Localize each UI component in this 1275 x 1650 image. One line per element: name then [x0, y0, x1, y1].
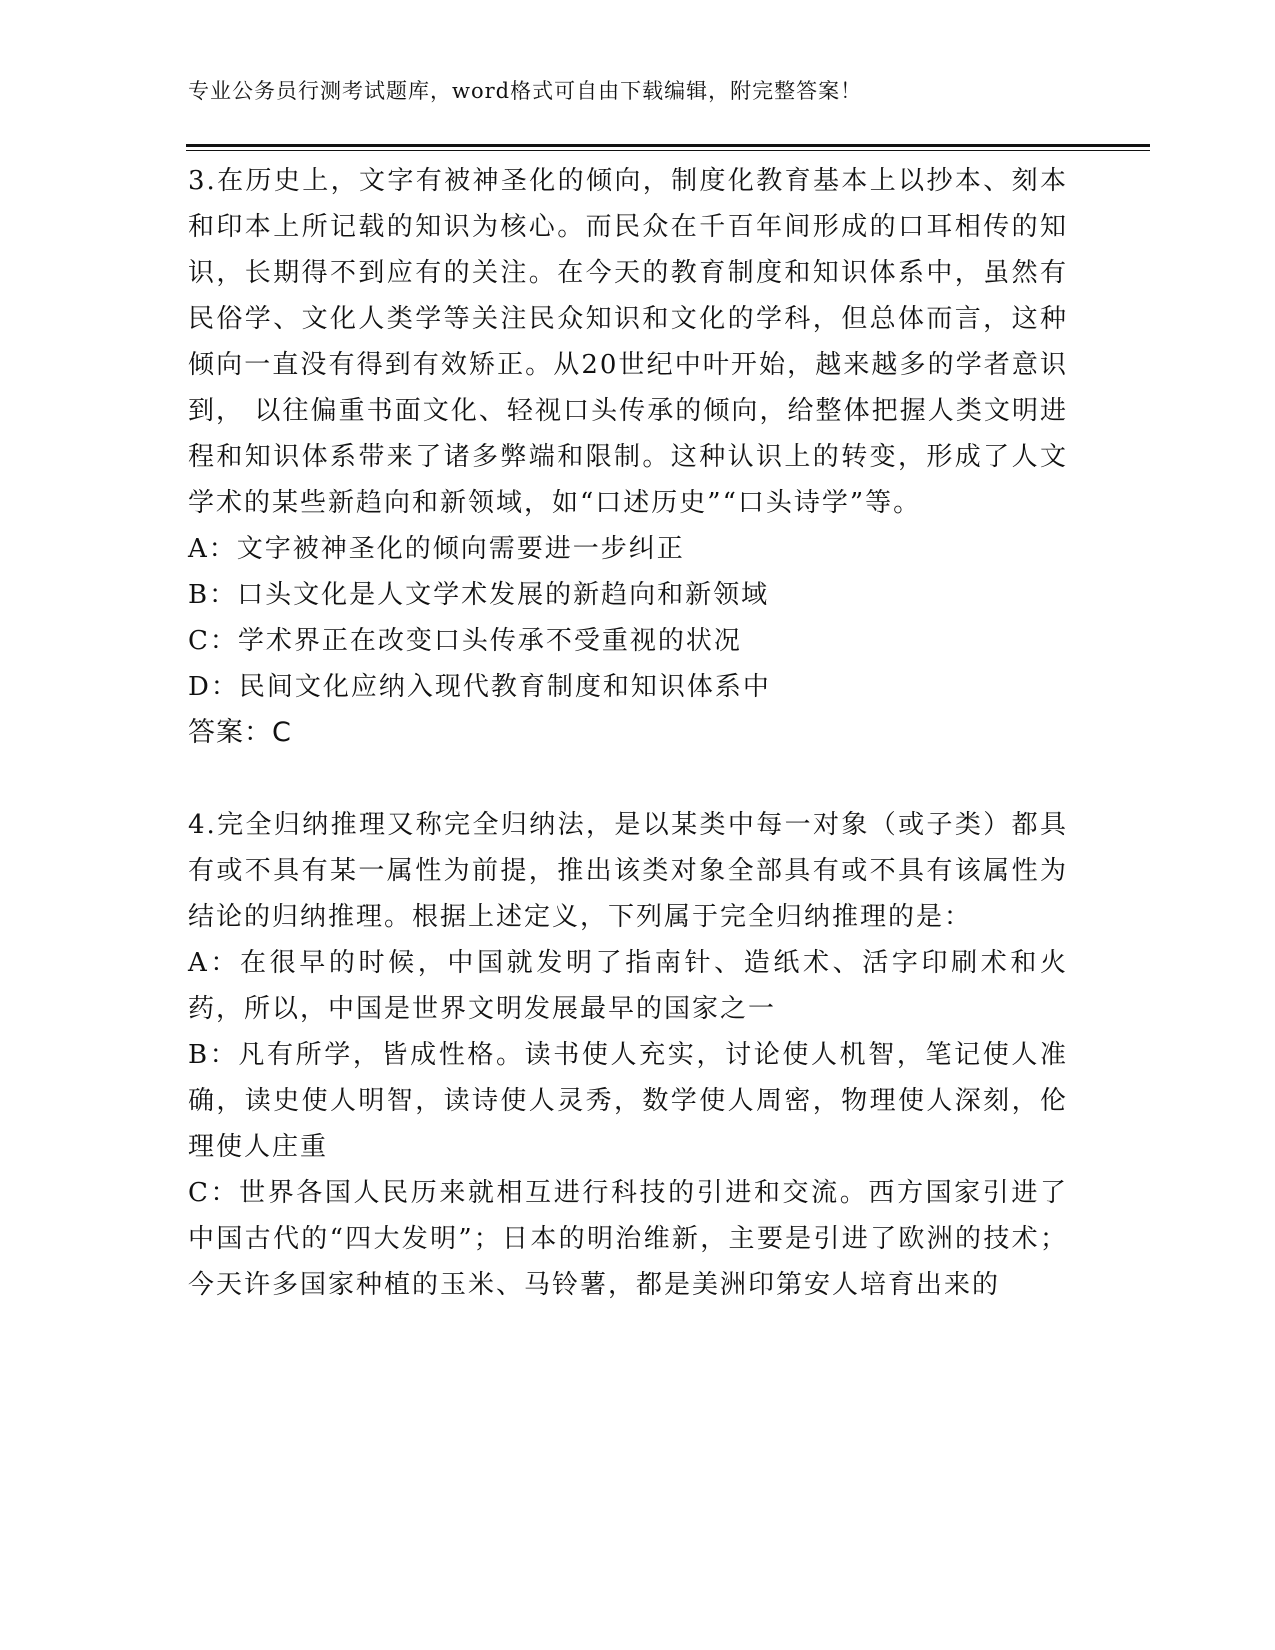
option-b: B：凡有所学，皆成性格。读书使人充实，讨论使人机智，笔记使人准确，读史使人明智，读诗使人灵秀，数学使人周密，物理使人深刻，伦理使人庄重: [188, 1040, 1068, 1162]
document-body: [188, 158, 1068, 1308]
option-a: A：在很早的时候，中国就发明了指南针、造纸术、活字印刷术和火药，所以，中国是世界文明发展最早的国家之一: [188, 948, 1068, 1024]
header-rule-thin: [186, 150, 1150, 151]
question-stem: 3.在历史上，文字有被神圣化的倾向，制度化教育基本上以抄本、刻本和印本上所记载的知识为核心。而民众在千百年间形成的口耳相传的知识，长期得不到应有的关注。在今天的教育制度和知识体系中，虽然有民俗学、文化人类学等关注民众知识和文化的学科，但总体而言，这种倾向一直没有得到有效矫正。从20世纪中叶开始，越来越多的学者意识到， 以往偏重书面文化、轻视口头传承的倾向，给整体把握人类文明进程和知识体系带来了诸多弊端和限制。这种认识上的转变，形成了人文学术的某些新趋向和新领域，如“口述历史”“口头诗学”等。: [188, 166, 1068, 518]
answer-line: 答案：C: [188, 717, 292, 748]
question-3: [188, 158, 1068, 756]
option-c: C：世界各国人民历来就相互进行科技的引进和交流。西方国家引进了中国古代的“四大发明”；日本的明治维新，主要是引进了欧洲的技术；今天许多国家种植的玉米、马铃薯，都是美洲印第安人培育出来的: [188, 1178, 1068, 1300]
question-stem: 4.完全归纳推理又称完全归纳法，是以某类中每一对象（或子类）都具有或不具有某一属性为前提，推出该类对象全部具有或不具有该属性为结论的归纳推理。根据上述定义，下列属于完全归纳推理的是：: [188, 810, 1068, 932]
option-b: B：口头文化是人文学术发展的新趋向和新领域: [188, 580, 770, 610]
question-4: [188, 802, 1068, 1308]
header-rule-thick: [186, 144, 1150, 147]
option-a: A：文字被神圣化的倾向需要进一步纠正: [188, 534, 685, 564]
page-header: 专业公务员行测考试题库，word格式可自由下载编辑，附完整答案！: [188, 79, 863, 103]
option-c: C：学术界正在改变口头传承不受重视的状况: [188, 626, 742, 656]
option-d: D：民间文化应纳入现代教育制度和知识体系中: [188, 672, 771, 702]
